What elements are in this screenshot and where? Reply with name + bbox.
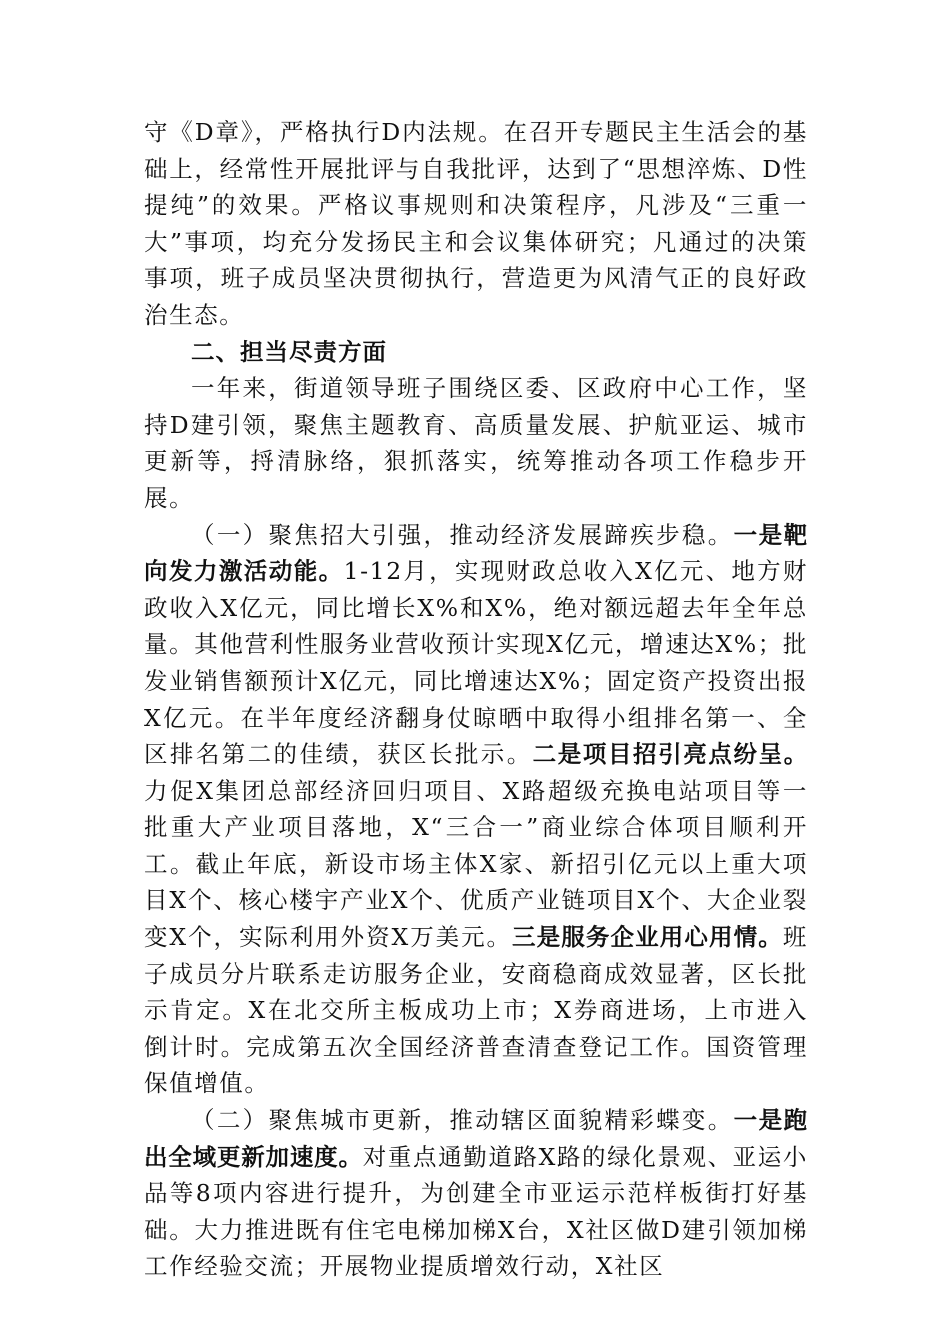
point-text: 力促X集团总部经济回归项目、X路超级充换电站项目等一批重大产业项目落地，X“三合一”商业综合体项目顺利开工。截止年底，新设市场主体X家、新招引亿元以上重大项目X个、核心楼宇产业X个、优质产业链项目X个、大企业裂变X个，实际利用外资X万美元。 <box>144 776 808 952</box>
subsection-title: （一）聚焦招大引强，推动经济发展蹄疾步稳。 <box>191 520 734 549</box>
section-heading: 二、担当尽责方面 <box>191 337 387 366</box>
point-text: 1-12月，实现财政总收入X亿元、地方财政收入X亿元，同比增长X%和X%，绝对额远超去年全年总量。其他营利性服务业营收预计实现X亿元，增速达X%；批发业销售额预计X亿元，同比增速达X%；固定资产投资出报X亿元。在半年度经济翻身仗晾晒中取得小组排名第一、全区排名第二的佳绩，获区长批示。 <box>144 557 808 769</box>
point-title: 三是服务企业用心用情。 <box>511 923 783 952</box>
point-title: 一是靶向发力激活动能。 <box>144 520 808 586</box>
point-title: 二是项目招引亮点纷呈。 <box>532 740 808 769</box>
paragraph-intro: 一年来，街道领导班子围绕区委、区政府中心工作，坚持D建引领，聚焦主题教育、高质量发展、护航亚运、城市更新等，捋清脉络，狠抓落实，统筹推动各项工作稳步开展。 <box>144 374 808 512</box>
paragraph-urban-renewal <box>144 1102 808 1285</box>
paragraph-economy <box>144 517 808 1103</box>
document-page <box>144 114 808 1285</box>
paragraph-continuation: 守《D章》，严格执行D内法规。在召开专题民主生活会的基础上，经常性开展批评与自我批评，达到了“思想淬炼、D性提纯”的效果。严格议事规则和决策程序，凡涉及“三重一大”事项，均充分发扬民主和会议集体研究；凡通过的决策事项，班子成员坚决贯彻执行，营造更为风清气正的良好政治生态。 <box>144 118 808 329</box>
point-text: 班子成员分片联系走访服务企业，安商稳商成效显著，区长批示肯定。X在北交所主板成功上市；X券商进场，上市进入倒计时。完成第五次全国经济普查清查登记工作。国资管理保值增值。 <box>144 923 808 1098</box>
point-title: 一是跑出全域更新加速度。 <box>144 1106 808 1171</box>
subsection-title: （二）聚焦城市更新，推动辖区面貌精彩蝶变。 <box>191 1106 734 1135</box>
point-text: 对重点通勤道路X路的绿化景观、亚运小品等8项内容进行提升，为创建全市亚运示范样板街打好基础。大力推进既有住宅电梯加梯X台，X社区做D建引领加梯工作经验交流；开展物业提质增效行动，X社区 <box>144 1142 808 1281</box>
